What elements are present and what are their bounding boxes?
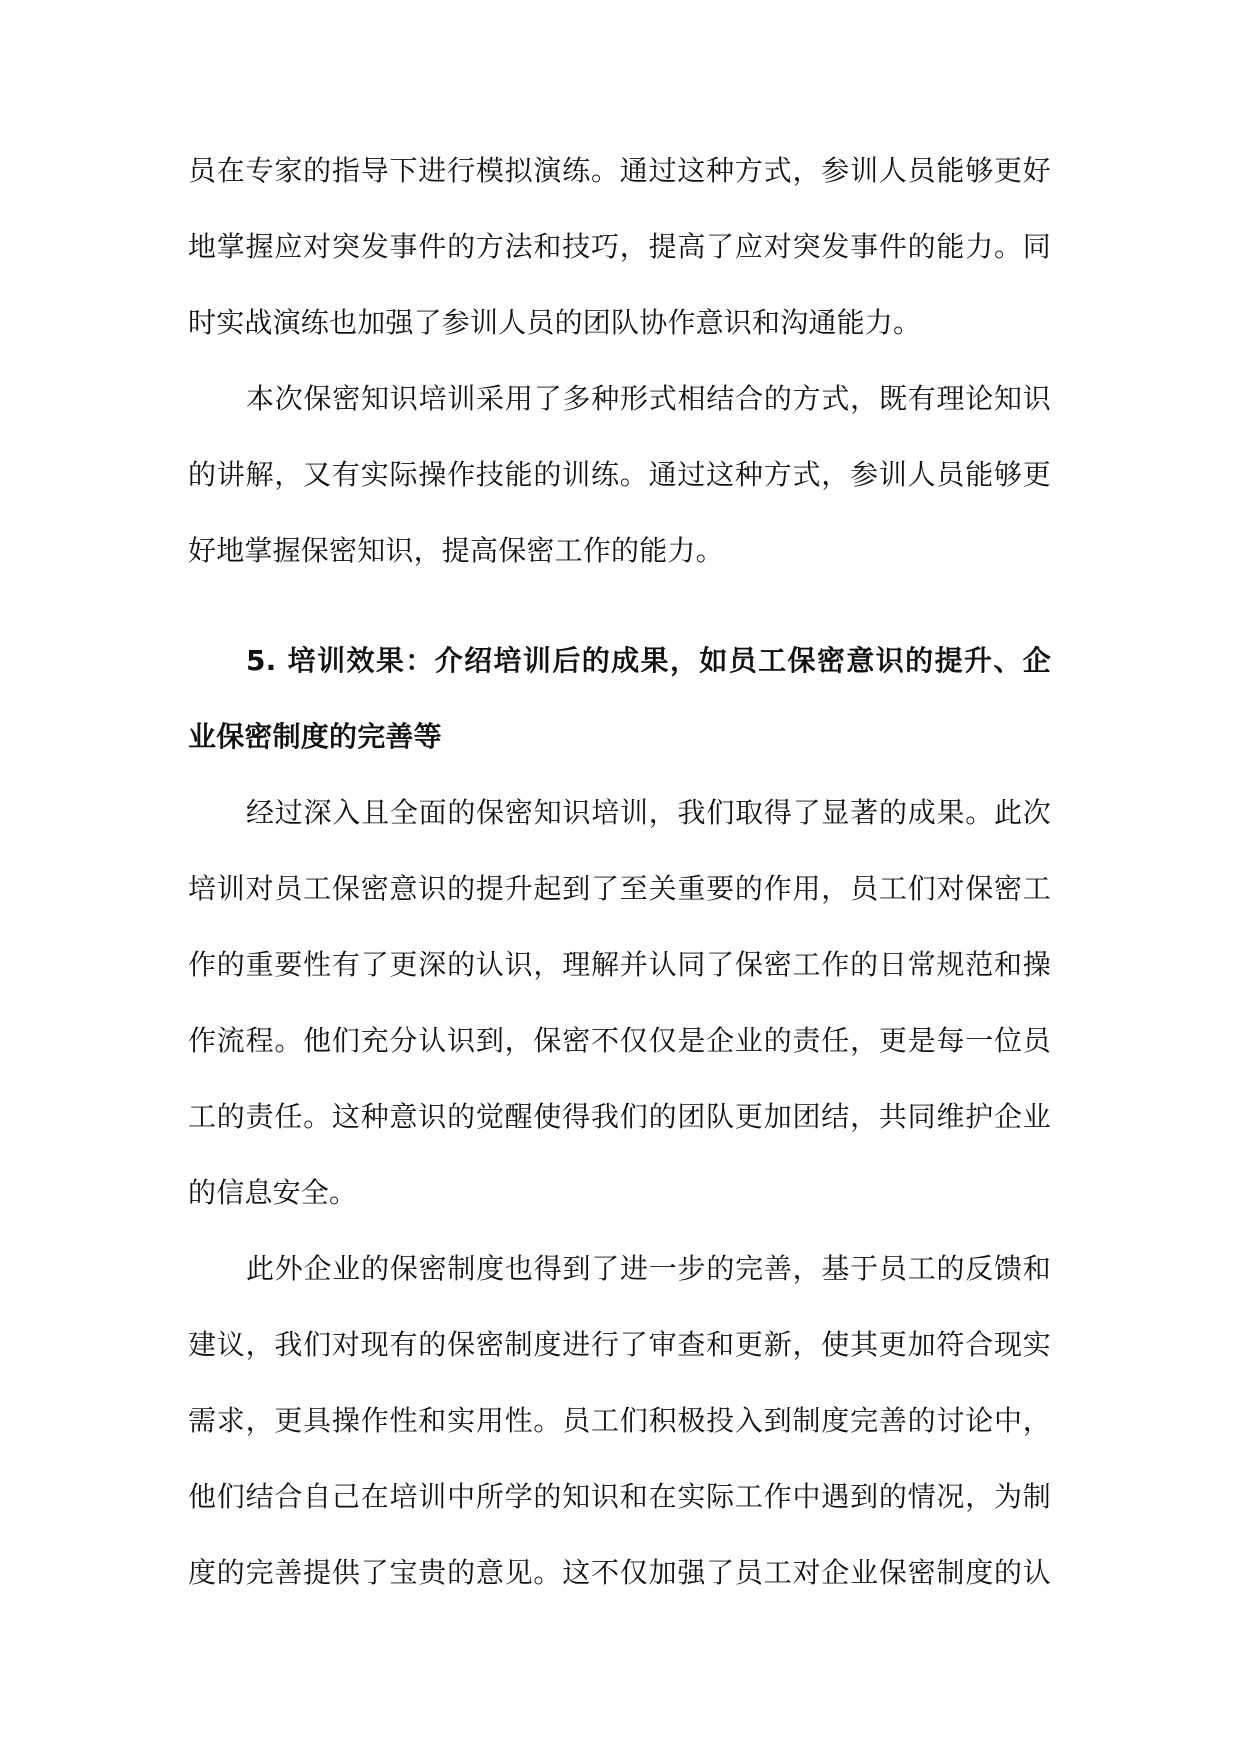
text-line: 时实战演练也加强了参训人员的团队协作意识和沟通能力。 (188, 306, 922, 339)
paragraph-training-results (188, 775, 1051, 1231)
document-body (188, 133, 1051, 1611)
text-line: 好地掌握保密知识，提高保密工作的能力。 (188, 534, 724, 567)
text-line: 作的重要性有了更深的认识，理解并认同了保密工作的日常规范和操 (188, 948, 1051, 981)
text-line: 度的完善提供了宝贵的意见。这不仅加强了员工对企业保密制度的认 (188, 1556, 1051, 1589)
text-line: 工的责任。这种意识的觉醒使得我们的团队更加团结，共同维护企业 (188, 1100, 1051, 1133)
text-line: 地掌握应对突发事件的方法和技巧，提高了应对突发事件的能力。同 (188, 230, 1051, 263)
text-line: 培训对员工保密意识的提升起到了至关重要的作用，员工们对保密工 (188, 872, 1051, 905)
text-line: 建议，我们对现有的保密制度进行了审查和更新，使其更加符合现实 (188, 1328, 1051, 1361)
text-line: 员在专家的指导下进行模拟演练。通过这种方式，参训人员能够更好 (188, 154, 1051, 187)
heading-line: 业保密制度的完善等 (188, 720, 442, 753)
heading-line: 5. 培训效果：介绍培训后的成果，如员工保密意识的提升、企 (246, 644, 1051, 677)
text-line: 经过深入且全面的保密知识培训，我们取得了显著的成果。此次 (246, 796, 1051, 829)
text-line: 本次保密知识培训采用了多种形式相结合的方式，既有理论知识 (246, 382, 1051, 415)
text-line: 的信息安全。 (188, 1176, 358, 1209)
text-line: 作流程。他们充分认识到，保密不仅仅是企业的责任，更是每一位员 (188, 1024, 1051, 1057)
paragraph-simulation-drill (188, 133, 1051, 361)
text-line: 需求，更具操作性和实用性。员工们积极投入到制度完善的讨论中， (188, 1404, 1051, 1437)
paragraph-training-format (188, 361, 1051, 589)
text-line: 的讲解，又有实际操作技能的训练。通过这种方式，参训人员能够更 (188, 458, 1051, 491)
text-line: 他们结合自己在培训中所学的知识和在实际工作中遇到的情况，为制 (188, 1480, 1051, 1513)
section-heading-training-effect (188, 623, 1051, 775)
spacer (188, 589, 1051, 623)
paragraph-policy-improvement (188, 1231, 1051, 1611)
text-line: 此外企业的保密制度也得到了进一步的完善，基于员工的反馈和 (246, 1252, 1051, 1285)
